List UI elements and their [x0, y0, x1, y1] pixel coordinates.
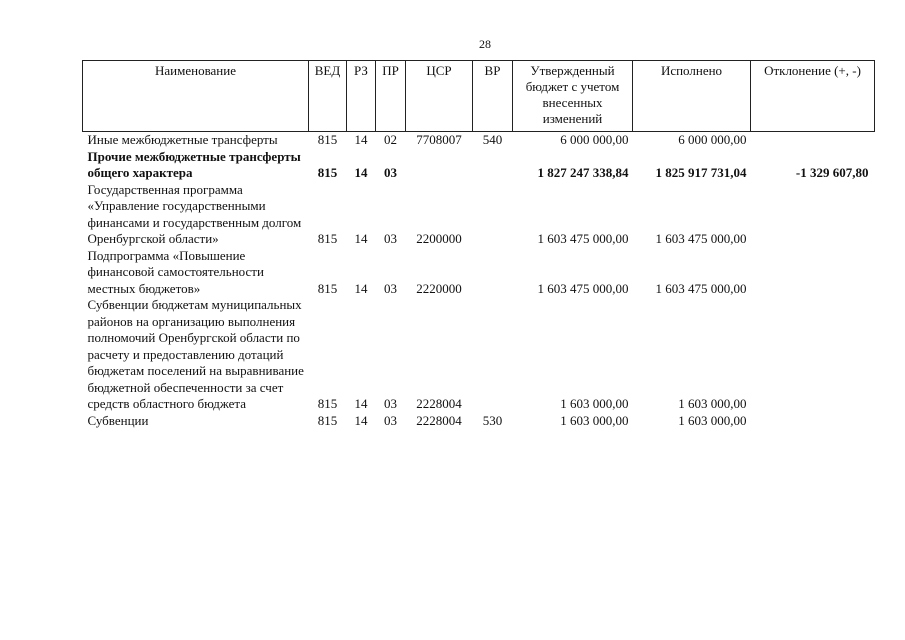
row-pr: 03	[384, 165, 397, 180]
row-name: Подпрограмма «Повышение финансовой самостоятельности местных бюджетов»	[87, 247, 264, 296]
row-name: Субвенции	[87, 412, 149, 428]
row-approved: 6 000 000,00	[560, 132, 629, 147]
table-row	[83, 132, 875, 149]
row-executed: 1 825 917 731,04	[655, 165, 747, 180]
row-vr	[473, 182, 513, 248]
row-executed: 1 603 475 000,00	[655, 280, 747, 296]
row-ved: 815	[317, 396, 338, 411]
header-deviation: Отклонение (+, -)	[751, 61, 875, 132]
row-ved: 815	[317, 412, 338, 428]
row-deviation	[751, 297, 875, 413]
budget-table	[82, 60, 875, 429]
row-deviation: -1 329 607,80	[795, 165, 869, 180]
row-executed: 1 603 475 000,00	[655, 231, 747, 246]
header-rz: РЗ	[347, 61, 376, 132]
row-deviation	[751, 182, 875, 248]
row-executed: 1 603 000,00	[678, 396, 747, 411]
row-name: Прочие межбюджетные трансферты общего характера	[87, 148, 301, 180]
header-csr: ЦСР	[406, 61, 473, 132]
row-name: Субвенции бюджетам муниципальных районов на организацию выполнения полномочий Оренбургской области по расчету и предоставлению дотаций бюджетам поселений на выравнивание бюджетной обеспеченности за счет средств областного бюджета	[87, 297, 304, 411]
row-approved: 1 603 475 000,00	[537, 231, 629, 246]
row-pr: 03	[384, 280, 397, 296]
table-row	[83, 182, 875, 248]
row-vr	[473, 297, 513, 413]
row-vr	[473, 149, 513, 182]
row-pr: 02	[384, 132, 397, 147]
row-csr: 2220000	[416, 280, 462, 296]
row-ved: 815	[317, 231, 338, 246]
table-row	[83, 149, 875, 182]
row-csr: 2200000	[416, 231, 462, 246]
row-executed: 6 000 000,00	[678, 132, 747, 147]
header-ved: ВЕД	[309, 61, 347, 132]
row-vr: 540	[482, 132, 503, 147]
table-body	[83, 132, 875, 430]
row-rz: 14	[354, 165, 368, 180]
row-deviation	[751, 248, 875, 298]
row-rz: 14	[354, 412, 368, 428]
header-executed: Исполнено	[633, 61, 751, 132]
row-approved: 1 603 000,00	[560, 412, 629, 428]
header-name: Наименование	[83, 61, 309, 132]
row-ved: 815	[317, 280, 338, 296]
table-row	[83, 248, 875, 298]
row-deviation	[751, 413, 875, 430]
header-approved: Утвержденный бюджет с учетом внесенных изменений	[513, 61, 633, 132]
row-csr: 2228004	[416, 396, 462, 411]
row-vr: 530	[482, 412, 503, 428]
header-pr: ПР	[376, 61, 406, 132]
row-ved: 815	[317, 132, 338, 147]
row-csr	[406, 149, 473, 182]
row-name: Иные межбюджетные трансферты	[87, 132, 278, 147]
table-header-row	[83, 61, 875, 132]
table-row	[83, 413, 875, 430]
row-executed: 1 603 000,00	[678, 412, 747, 428]
row-rz: 14	[354, 280, 368, 296]
row-csr: 2228004	[416, 412, 462, 428]
table-row	[83, 297, 875, 413]
row-name: Государственная программа «Управление государственными финансами и государственным долгом Оренбургской области»	[87, 181, 302, 246]
header-vr: ВР	[473, 61, 513, 132]
row-csr: 7708007	[416, 132, 462, 147]
row-approved: 1 603 475 000,00	[537, 280, 629, 296]
row-rz: 14	[354, 132, 368, 147]
row-pr: 03	[384, 396, 397, 411]
row-deviation	[751, 132, 875, 149]
row-pr: 03	[384, 231, 397, 246]
row-ved: 815	[317, 165, 338, 180]
page-number: 28	[479, 37, 491, 51]
row-rz: 14	[354, 231, 368, 246]
row-vr	[473, 248, 513, 298]
row-approved: 1 603 000,00	[560, 396, 629, 411]
row-rz: 14	[354, 396, 368, 411]
row-approved: 1 827 247 338,84	[537, 165, 629, 180]
row-pr: 03	[384, 412, 397, 428]
